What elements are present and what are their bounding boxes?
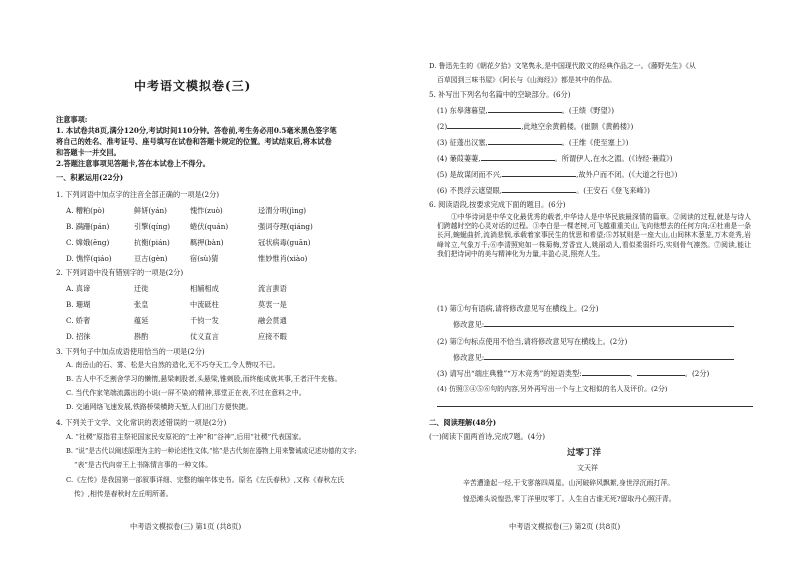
option-a: 流言蜚语 — [258, 284, 287, 293]
option-c: C. 嫦娥(ēng) — [66, 238, 110, 247]
fill-prefix: (1) 东皋薄暮望, — [437, 106, 488, 115]
option-d: D. 憔悴(qiáo) — [66, 254, 112, 263]
sub-question: (1) 第①句有语病,请将修改意见写在横线上。(2分) — [437, 304, 599, 313]
option-b-cont: “表”是古代向帝王上书陈情言事的一种文体。 — [74, 461, 212, 469]
section-heading: 一、积累运用(22分) — [56, 173, 124, 182]
page-footer: 中考语文模拟卷(三) 第1页 (共8页) — [130, 522, 242, 531]
answer-blank[interactable] — [484, 353, 734, 360]
option-b: 引擎(qíng) — [134, 222, 171, 231]
sub-question: (4) 仿照③④⑤⑥句的内容,另外再写出一个与上文相似的名人及评价。(2分) — [437, 385, 668, 393]
option-b: B. 蹒跚(pán) — [66, 222, 110, 231]
option-a: 鲜妍(yán) — [134, 206, 167, 215]
fill-prefix: (6) 不畏浮云遮望眼, — [437, 186, 503, 195]
option-a: A. 糟粕(pò) — [66, 206, 105, 215]
fill-suffix: ,故外户而不闭。(《大道之行也》) — [576, 170, 678, 179]
answer-blank[interactable] — [437, 400, 753, 407]
sub-question-score: 。(2分) — [684, 369, 710, 378]
notes-heading: 注意事项: — [56, 115, 88, 124]
answer-blank[interactable] — [502, 186, 576, 193]
page-footer: 中考语文模拟卷(三) 第2页 (共8页) — [509, 522, 621, 531]
revision-line — [453, 353, 734, 362]
option-c: 冠状病毒(guān) — [258, 238, 311, 247]
option-d: 宿(sù)猜 — [190, 254, 219, 263]
fill-line — [437, 186, 650, 195]
answer-blank[interactable] — [481, 154, 555, 161]
note-line: 将自己的姓名、准考证号、座号填写在试卷和答题卡规定的位置。考试结束后,将本试卷 — [56, 137, 332, 146]
answer-blank[interactable] — [637, 369, 685, 376]
sub-question: (2) 第②句标点使用不恰当,请将修改意见写在横线上。(2分) — [437, 337, 628, 346]
option-c: C. 娇奢 — [66, 316, 91, 325]
question-stem: 5. 补写出下列名句名篇中的空缺部分。(6分) — [429, 90, 571, 99]
option-d: 仗义直言 — [190, 332, 219, 341]
fill-prefix: (5) 是故谋闭而不兴, — [437, 170, 503, 179]
poem-line: 惶恐滩头说惶恐,零丁洋里叹零丁。人生自古谁无死?留取丹心照汗青。 — [463, 495, 676, 503]
option-b: 莫衷一是 — [258, 300, 287, 309]
option-d: 惟妙惟肖(xiào) — [258, 254, 308, 263]
option-c: 羁押(bàn) — [190, 238, 224, 247]
option-a: A. 南岳山的石、雾、松是大自然的造化,无不巧夺天工,令人赞叹不已。 — [66, 361, 280, 369]
fill-line — [437, 154, 673, 163]
option-d: D. 鲁迅先生的《朝花夕拾》文笔隽永,是中国现代散文的经典作品之一。《藤野先生》《从 — [429, 62, 696, 70]
option-a: A. 真谛 — [66, 284, 91, 293]
option-c: 千钧一发 — [190, 316, 219, 325]
option-a: 迁徙 — [134, 284, 149, 293]
note-line: 和答题卡一并交回。 — [56, 148, 121, 157]
answer-line — [437, 400, 753, 409]
revision-line — [453, 320, 734, 329]
option-c: C.《左传》是我国第一部叙事详细、完整的编年体史书。原名《左氏春秋》,又称《春秋左氏 — [66, 476, 345, 484]
option-b: 中流砥柱 — [190, 300, 219, 309]
question-stem: 4. 下列关于文学、文化常识的表述错误的一项是(2分) — [56, 418, 227, 427]
option-b: B. “说”是古代以阐述原理为主的一种论述性文体,“铭”是古代刻在器物上用来警诫或记述功德的文字; — [66, 447, 357, 455]
option-d: 亘古(gèn) — [134, 254, 168, 263]
fill-line — [437, 138, 628, 147]
answer-blank[interactable] — [488, 106, 562, 113]
option-d: D. 招徕 — [66, 332, 91, 341]
poem-author: 文天祥 — [577, 464, 598, 472]
option-b: 张皇 — [134, 300, 149, 309]
revision-label: 修改意见: — [453, 320, 485, 329]
option-a: 迳渭分明(jìng) — [258, 206, 307, 215]
page-2 — [397, 0, 794, 562]
part-heading: (一)阅读下面两首诗,完成7题。(4分) — [429, 432, 546, 441]
option-a: 愧怍(zuò) — [190, 206, 223, 215]
answer-blank[interactable] — [484, 320, 734, 327]
answer-blank[interactable] — [488, 138, 562, 145]
fill-suffix: 。(王安石《登飞来峰》) — [576, 186, 650, 195]
option-c: C. 当代作家笔端流露出的小说(一屏不染)的精神,那堂正在表,不过在意料之中。 — [66, 389, 306, 397]
fill-suffix: 。所谓伊人,在水之湄。(《诗经·蒹葭》) — [554, 154, 673, 163]
fill-suffix: ,此地空余黄鹤楼。(崔颢《黄鹤楼》) — [521, 122, 634, 131]
reading-passage: ①中华诗词是中华文化最优秀的载者,中华诗人是中华民族最深情的篇章。②阅读的过程,就是与诗人们跨越时空的心灵对话的过程。③李白是一棵老树,可飞越重重关山,飞向他想去的任何方向;④杜甫是一条长河,蜿蜒曲折,流淌悲悯,承载着家事民生的忧思和希望;⑤苏轼则是一座大山,山间林木葱茏,万木竞秀,岩峰耸立,气象万千;⑥李清照宛如一株菊梅,芳香宜人,姚丽动人,看似柔弱纤巧,实则骨气凛然。⑦阅读,能让我们把诗词中的美与精神化为力量,丰盈心灵,照亮人生。 — [437, 213, 751, 258]
fill-line — [437, 106, 614, 115]
revision-label: 修改意见: — [453, 353, 485, 362]
option-a: 相辅相成 — [190, 284, 219, 293]
option-b: 蜷伏(quán) — [190, 222, 229, 231]
fill-prefix: (4) 蒹葭萋萋, — [437, 154, 481, 163]
option-d: 应接不暇 — [258, 332, 287, 341]
answer-blank[interactable] — [582, 369, 630, 376]
option-c: 抗衡(pián) — [134, 238, 170, 247]
option-c: 蕴延 — [134, 316, 149, 325]
answer-blank[interactable] — [447, 122, 521, 129]
exam-title: 中考语文模拟卷(三) — [134, 79, 252, 93]
fill-line — [437, 170, 677, 179]
question-stem: 3. 下列句子中加点成语使用恰当的一项是(2分) — [56, 347, 205, 356]
answer-blank[interactable] — [502, 170, 576, 177]
option-b: 强词夺理(qiáng) — [258, 222, 313, 231]
poem-line: 辛苦遭逢起一经,干戈寥落四周星。山河破碎风飘絮,身世浮沉雨打萍。 — [463, 479, 675, 487]
question-stem: 1. 下列词语中加点字的注音全部正确的一项是(2分) — [56, 190, 220, 199]
option-d-cont: 百草园到三味书屋》《阿长与《山海经》》都是其中的作品。 — [437, 76, 617, 84]
option-b: B. 珊瑚 — [66, 300, 91, 309]
option-a: A. “社稷”原指君主祭祀国家民安原祀的“土神”和“谷神”,后用“社稷”代表国家。 — [66, 433, 306, 441]
note-line: 2.答题注意事项见答题卡,答在本试卷上不得分。 — [56, 159, 210, 168]
question-stem: 2. 下列词语中没有错别字的一项是(2分) — [56, 268, 184, 277]
fill-prefix: (2) — [437, 122, 448, 131]
option-b: B. 古人中不乏割舍学习的懒惰,悬梁刺股者,头悬梁,锥刺股,而终能成就其事,王者汗牛充栋。 — [66, 375, 342, 383]
option-d: 斟酌 — [134, 332, 149, 341]
sub-question-text: (3) 请写出“端庄典雅”“万木竞秀”的短语类型: — [437, 369, 582, 378]
option-d: D. 交通网络飞速发展,铁路桥梁横跨天堑,人们出门方便快捷。 — [66, 403, 253, 411]
poem-title: 过零丁洋 — [567, 448, 602, 458]
fill-prefix: (3) 征蓬出汉塞, — [437, 138, 488, 147]
option-c-cont: 传》,相传是春秋时左丘明所著。 — [74, 490, 173, 498]
option-c: 融会贯通 — [258, 316, 287, 325]
sub-question: (3) 请写出“端庄典雅”“万木竞秀”的短语类型: 、 。(2分) — [437, 369, 710, 378]
fill-suffix: 。(王维《使至塞上》) — [561, 138, 629, 147]
question-stem: 6. 阅读语段,按要求完成下面的题目。(6分) — [429, 200, 566, 209]
section-heading: 二、阅读理解(48分) — [429, 418, 497, 427]
fill-line — [437, 122, 633, 131]
note-line: 1. 本试卷共8页,满分120分,考试时间110分钟。答卷前,考生务必用0.5毫米黑色签字笔 — [56, 126, 337, 135]
fill-suffix: 。(王绩《野望》) — [561, 106, 615, 115]
